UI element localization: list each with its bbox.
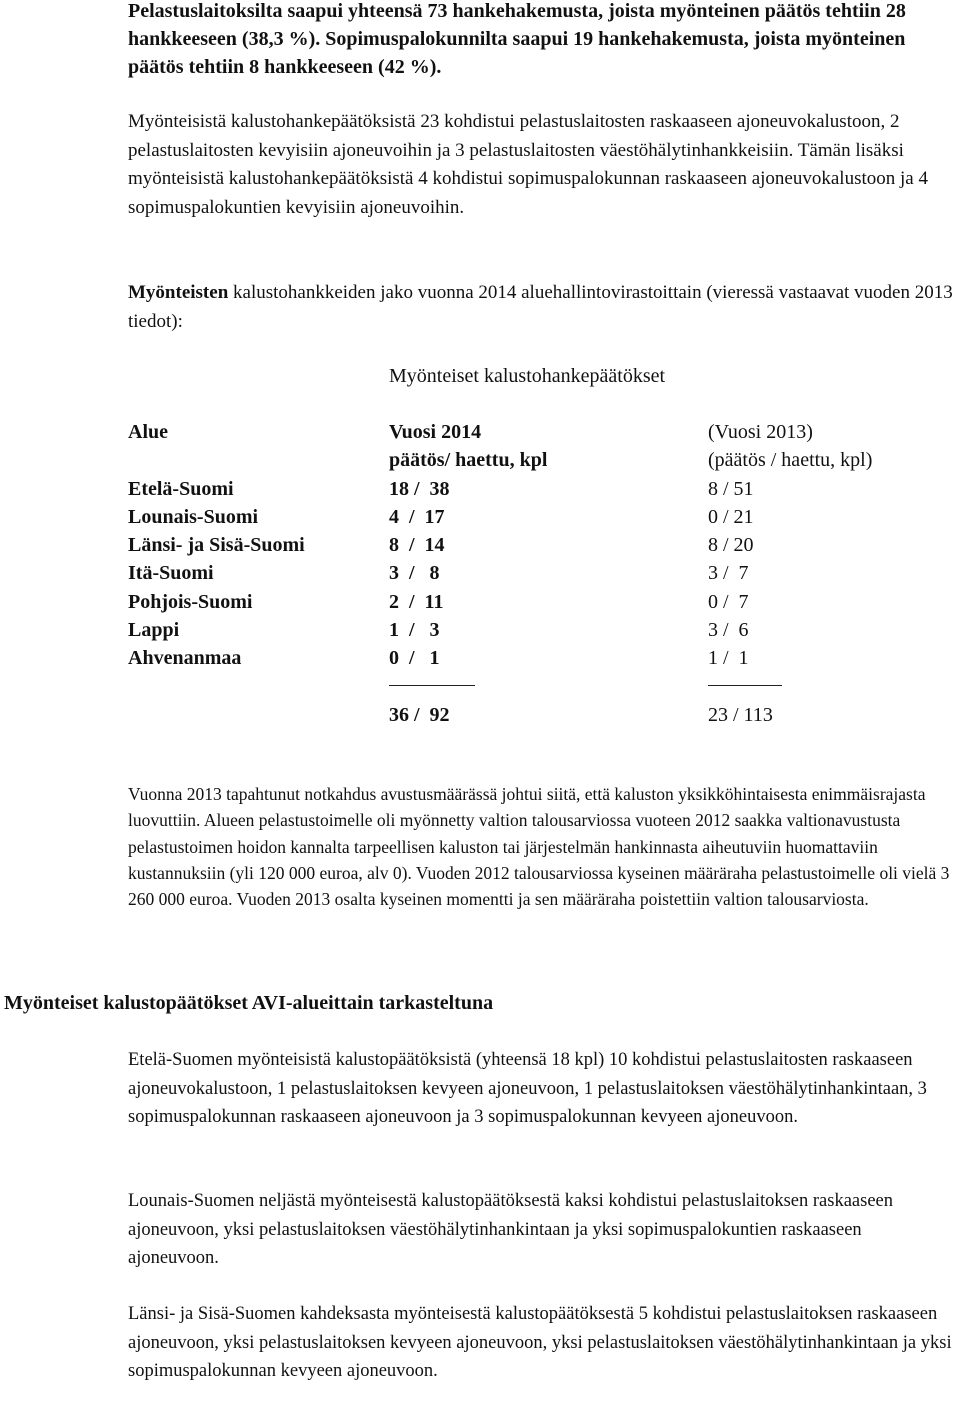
value-2013-cell: 8 / 51 [708,477,754,500]
total-2013: 23 / 113 [708,703,773,726]
table-row [128,475,948,503]
table-header-row [128,418,948,446]
table-total-row [128,701,948,729]
table-row [128,531,948,559]
value-2013-cell: 3 / 7 [708,562,749,585]
value-2013-cell: 0 / 21 [708,505,754,528]
table-title: Myönteiset kalustohankepäätökset [389,365,666,387]
paragraph-etela-suomi: Etelä-Suomen myönteisistä kalustopäätöksistä (yhteensä 18 kpl) 10 kohdistui pelastuslaitosten raskaaseen ajoneuvokalustoon, 1 pelastuslaitoksen kevyeen ajoneuvoon, 1 pelastuslaitoksen väestöhälytinhankintaan, 3 sopimuspalokunnan raskaaseen ajoneuvoon ja 3 sopimuspalokunnan kevyeen ajoneuvoon. [128,1050,927,1127]
value-2014-cell: 18 / 38 [389,477,450,500]
value-2013-cell: 3 / 6 [708,619,749,642]
header-2014: Vuosi 2014 [389,421,482,443]
subheader-2013: (päätös / haettu, kpl) [708,449,873,472]
value-2014-cell: 3 / 8 [389,562,440,585]
region-cell: Etelä-Suomi [128,477,234,500]
table-row [128,644,948,672]
paragraph-lead-word: Myönteisten [128,282,229,303]
table-row [128,616,948,644]
paragraph-funding-note: Vuonna 2013 tapahtunut notkahdus avustusmäärässä johtui siitä, että kaluston yksikköhintaisesta enimmäisrajasta luovuttiin. Alueen pelastustoimelle oli myönnetty valtion talousarviossa vuoteen 2012 saakka valtionavustusta pelastustoimen hoidon kannalta tarpeellisen kaluston tai järjestelmän hankinnasta aiheutuviin huomattaviin kustannuksiin (yli 120 000 euroa, alv 0). Vuoden 2012 talousarviossa kyseinen määräraha pelastustoimelle oli vielä 3 260 000 euroa. Vuoden 2013 osalta kyseinen momentti ja sen määräraha poistettiin valtion talousarviosta. [128,784,950,910]
table-row [128,588,948,616]
header-2013: (Vuosi 2013) [708,421,813,443]
subheader-2014: päätös/ haettu, kpl [389,449,548,472]
region-cell: Pohjois-Suomi [128,590,253,613]
table-body [128,475,948,673]
region-cell: Itä-Suomi [128,562,214,585]
table-separator-row [128,673,948,701]
paragraph-table-intro [128,279,956,336]
region-cell: Länsi- ja Sisä-Suomi [128,534,305,557]
decisions-table [128,418,948,729]
intro-paragraph: Pelastuslaitoksilta saapui yhteensä 73 hankehakemusta, joista myönteinen päätös tehtiin 28 hankkeeseen (38,3 %). Sopimuspalokunnilta saapui 19 hankehakemusta, joista myönteinen päätös tehtiin 8 hankkeeseen (42 %). [128,0,906,78]
region-cell: Lounais-Suomi [128,505,259,528]
value-2014-cell: 0 / 1 [389,647,440,670]
paragraph-lounais-suomi: Lounais-Suomen neljästä myönteisestä kalustopäätöksestä kaksi kohdistui pelastuslaitoksen raskaaseen ajoneuvoon, yksi pelastuslaitoksen väestöhälytinhankintaan ja yksi sopimuspalokuntien raskaaseen ajoneuvoon. [128,1191,894,1268]
section-heading: Myönteiset kalustopäätökset AVI-alueittain tarkasteltuna [4,992,494,1014]
paragraph-lansi-ja-sisa-suomi: Länsi- ja Sisä-Suomen kahdeksasta myönteisestä kalustopäätöksestä 5 kohdistui pelastuslaitoksen raskaaseen ajoneuvoon, yksi pelastuslaitoksen kevyeen ajoneuvoon, yksi pelastuslaitoksen väestöhälytinhankintaan ja yksi sopimuspalokunnan kevyeen ajoneuvoon. [128,1304,952,1381]
value-2013-cell: 8 / 20 [708,534,754,557]
table-row [128,503,948,531]
value-2013-cell: 1 / 1 [708,647,749,670]
paragraph-decision-breakdown: Myönteisistä kalustohankepäätöksistä 23 kohdistui pelastuslaitosten raskaaseen ajoneuvokalustoon, 2 pelastuslaitosten kevyisiin ajoneuvoihin ja 3 pelastuslaitosten väestöhälytinhankkeisiin. Tämän lisäksi myönteisistä kalustohankepäätöksistä 4 kohdistui sopimuspalokunnan raskaaseen ajoneuvokalustoon ja 4 sopimuspalokuntien kevyisiin ajoneuvoihin. [128,111,928,218]
value-2014-cell: 4 / 17 [389,505,445,528]
table-row [128,559,948,587]
total-2014: 36 / 92 [389,703,450,726]
region-cell: Lappi [128,619,180,642]
value-2014-cell: 1 / 3 [389,619,440,642]
region-cell: Ahvenanmaa [128,647,242,670]
value-2014-cell: 2 / 11 [389,590,444,613]
paragraph-rest-text: kalustohankkeiden jako vuonna 2014 aluehallintovirastoittain (vieressä vastaavat vuoden 2013 tiedot): [128,282,953,332]
table-subheader-row [128,446,948,474]
separator-line-2014 [389,685,475,686]
value-2013-cell: 0 / 7 [708,590,749,613]
separator-line-2013 [708,685,782,686]
header-region: Alue [128,421,168,443]
value-2014-cell: 8 / 14 [389,534,445,557]
